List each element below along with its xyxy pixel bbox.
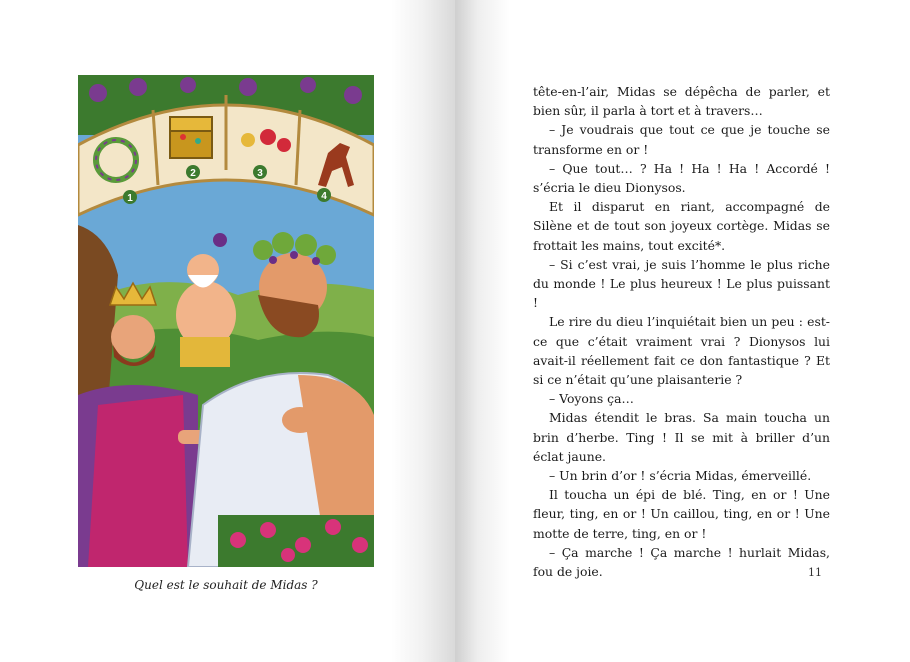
page-number: 11 xyxy=(808,566,822,579)
illustration-midas-dionysos xyxy=(78,75,374,567)
paragraph: Le rire du dieu l’inquiétait bien un peu : est-ce que c’était vraiment vrai ? Dionysos lui avait-il réellement fait ce don fantastique ? Et si ce n’était qu’une plaisanterie ? xyxy=(533,314,830,388)
illustration-caption: Quel est le souhait de Midas ? xyxy=(134,578,318,592)
paragraph: Il toucha un épi de blé. Ting, en or ! Une fleur, ting, en or ! Un caillou, ting, en or ! Une motte de terre, ting, en or ! xyxy=(533,487,830,541)
panel-number-2: 2 xyxy=(190,168,196,179)
paragraph: – Voyons ça… xyxy=(549,391,634,407)
paragraph: – Si c’est vrai, je suis l’homme le plus riche du monde ! Le plus heureux ! Le plus puissant ! xyxy=(533,256,830,311)
illustration-art xyxy=(78,75,374,567)
paragraph: Et il disparut en riant, accompagné de Silène et de tout son joyeux cortège. Midas se frottait les mains, tout excité*. xyxy=(533,199,830,253)
paragraph: tête-en-l’air, Midas se dépêcha de parler, et bien sûr, il parla à tort et à travers… xyxy=(533,84,830,119)
panel-number-3: 3 xyxy=(257,168,263,179)
panel-number-4: 4 xyxy=(321,191,327,202)
paragraph: – Un brin d’or ! s’écria Midas, émerveillé. xyxy=(549,468,812,484)
paragraph: Midas étendit le bras. Sa main toucha un brin d’herbe. Ting ! Il se mit à briller d’un éclat jaune. xyxy=(533,410,830,464)
story-text xyxy=(533,82,830,581)
panel-number-1: 1 xyxy=(127,193,133,204)
paragraph: – Que tout… ? Ha ! Ha ! Ha ! Accordé ! s’écria le dieu Dionysos. xyxy=(533,160,830,196)
paragraph: – Je voudrais que tout ce que je touche se transforme en or ! xyxy=(533,122,830,157)
paragraph: – Ça marche ! Ça marche ! hurlait Midas, fou de joie. xyxy=(533,544,830,580)
